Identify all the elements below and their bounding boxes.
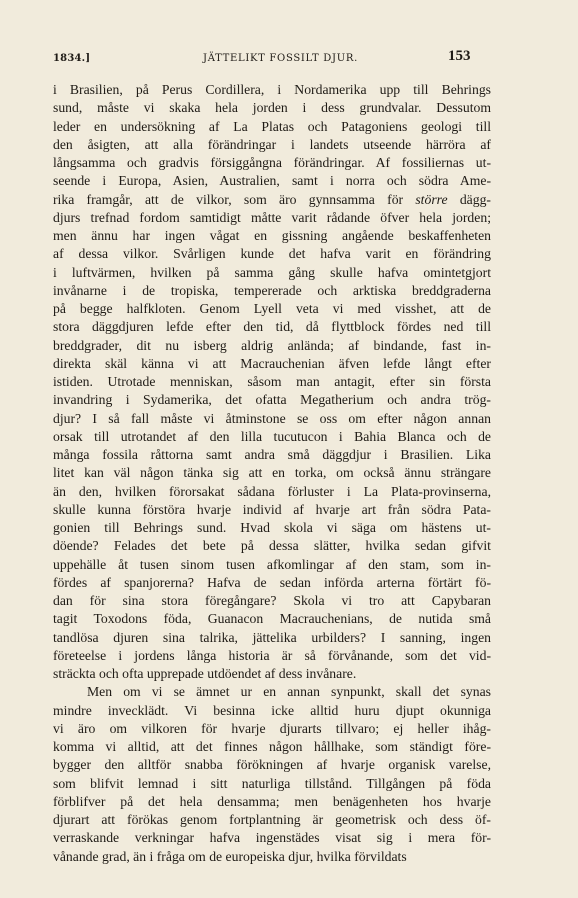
text-line: tandlösa djuren sina talrika, jättelika urbilders? I sanning, ingen xyxy=(53,629,491,645)
text-line: djur? I så fall måste vi åtminstone se oss om efter någon annan xyxy=(53,410,491,426)
text-line: orsak till utrotandet af den lilla tucutucon i Bahia Blanca och de xyxy=(53,428,491,444)
text-line: breddgrader, dit nu isberg aldrig anlända; af bindande, fast in- xyxy=(53,337,491,353)
page-number: 153 xyxy=(448,48,471,64)
text-line: döende? Felades det bete på dessa slätter, hvilka sedan gifvit xyxy=(53,538,491,554)
text-line: seende i Europa, Asien, Australien, samt i norra och södra Ame- xyxy=(53,173,491,189)
text-line: komma vi alltid, att det finnes någon hållhake, som ständigt före- xyxy=(53,739,491,754)
text-line: dan för sina stora föregångare? Skola vi tro att Capybaran xyxy=(53,593,491,608)
text-line: på begge halfkloten. Genom Lyell veta vi med visshet, att de xyxy=(53,301,491,316)
text-line: i luftvärmen, hvilken på samma gång skulle hafva omintetgjort xyxy=(53,264,491,280)
text-line: men ännu har ingen vågat en gissning angående beskaffenheten xyxy=(53,228,491,243)
text-line: tagit Toxodons föda, Guanacon Macrauchenians, de nutida små xyxy=(53,611,491,627)
text-line: vånande grad, än i fråga om de europeiska djur, hvilka förvildats xyxy=(53,848,407,864)
text-line: i Brasilien, på Perus Cordillera, i Nordamerika upp till Behrings xyxy=(53,82,491,97)
text-line: än den, hvilken förorsakat sådana förluster i La Plata-provinserna, xyxy=(53,483,491,499)
header-year: 1834.] xyxy=(53,53,91,64)
text-line: vi äro om vilkoren för hvarje djurarts tillvaro; ej heller ihåg- xyxy=(53,720,491,736)
text-line: sträckta och ofta upprepade utdöendet af dess invånare. xyxy=(53,666,357,681)
text-line: mindre invecklädt. Vi besinna icke alltid huru djupt okunniga xyxy=(53,702,491,718)
text-line: af dessa vilkor. Svårligen kunde det hafva varit en förändring xyxy=(53,246,491,262)
text-line: företeelse i jordens långa historia är så förvånande, som det vid- xyxy=(53,647,491,663)
text-line: direkta skäl känna vi att Macrauchenian äfven lefde långt efter xyxy=(53,355,491,371)
text-line: djurs trefnad fordom samtidigt måtte varit rådande öfver hela jorden; xyxy=(53,209,491,225)
text-line: sund, måste vi skaka hela jorden i dess grundvalar. Dessutom xyxy=(53,100,491,116)
text-line: leder en undersökning af La Platas och Patagoniens geologi till xyxy=(53,118,491,134)
text-line: verraskande verkningar hafva ingenstädes visat sig i mera för- xyxy=(53,830,491,846)
text-line: Men om vi se ämnet ur en annan synpunkt, skall det synas xyxy=(87,684,491,700)
text-line: bygger den alltför snabba förökningen af hvarje organisk varelse, xyxy=(53,757,491,773)
body-text xyxy=(53,81,491,866)
text-line: den åsigten, att alla förändringar i landets utseende härröra af xyxy=(53,136,491,152)
text-line: stora däggdjuren lefde efter den tid, då flyttblock fördes ned till xyxy=(53,319,491,335)
text-line: istiden. Utrotade menniskan, såsom man antagit, efter sin första xyxy=(53,374,491,389)
text-line: långsamma och gradvis försiggångna förändringar. Af fossiliernas ut- xyxy=(53,155,491,170)
text-line: förblifver på det hela densamma; men benägenheten hos hvarje xyxy=(53,793,491,809)
text-line: litet kan väl någon tänka sig att en torka, om också ännu strängare xyxy=(53,465,491,481)
text-line: många fossila råttorna samt andra små däggdjur i Brasilien. Lika xyxy=(53,447,491,462)
text-line: djurart att förökas genom fortplantning är geometrisk och dess öf- xyxy=(53,812,491,827)
text-line: uppehälle åt tusen sinom tusen afkomlingar af den stam, som in- xyxy=(53,556,491,572)
text-line: invandring i Sydamerika, det ofatta Megatherium och andra trög- xyxy=(53,392,491,408)
running-header xyxy=(0,48,578,72)
text-line: som blifvit lemnad i sitt naturliga tillstånd. Tillgången på föda xyxy=(53,775,491,791)
text-line: rika framgår, att de vilkor, som äro gynnsamma för större dägg- xyxy=(53,191,491,207)
text-line: fördes af spanjorerna? Hafva de sedan införda arterna förtärt fö- xyxy=(53,574,491,590)
text-line: skulle kunna förstöra hvarje individ af hvarje art från södra Pata- xyxy=(53,501,491,517)
text-line: invånarne i de tropiska, tempererade och arktiska breddgraderna xyxy=(53,282,491,298)
text-line: gonien till Behrings sund. Hvad skola vi säga om hästens ut- xyxy=(53,520,491,535)
header-title: JÄTTELIKT FOSSILT DJUR. xyxy=(203,53,358,64)
